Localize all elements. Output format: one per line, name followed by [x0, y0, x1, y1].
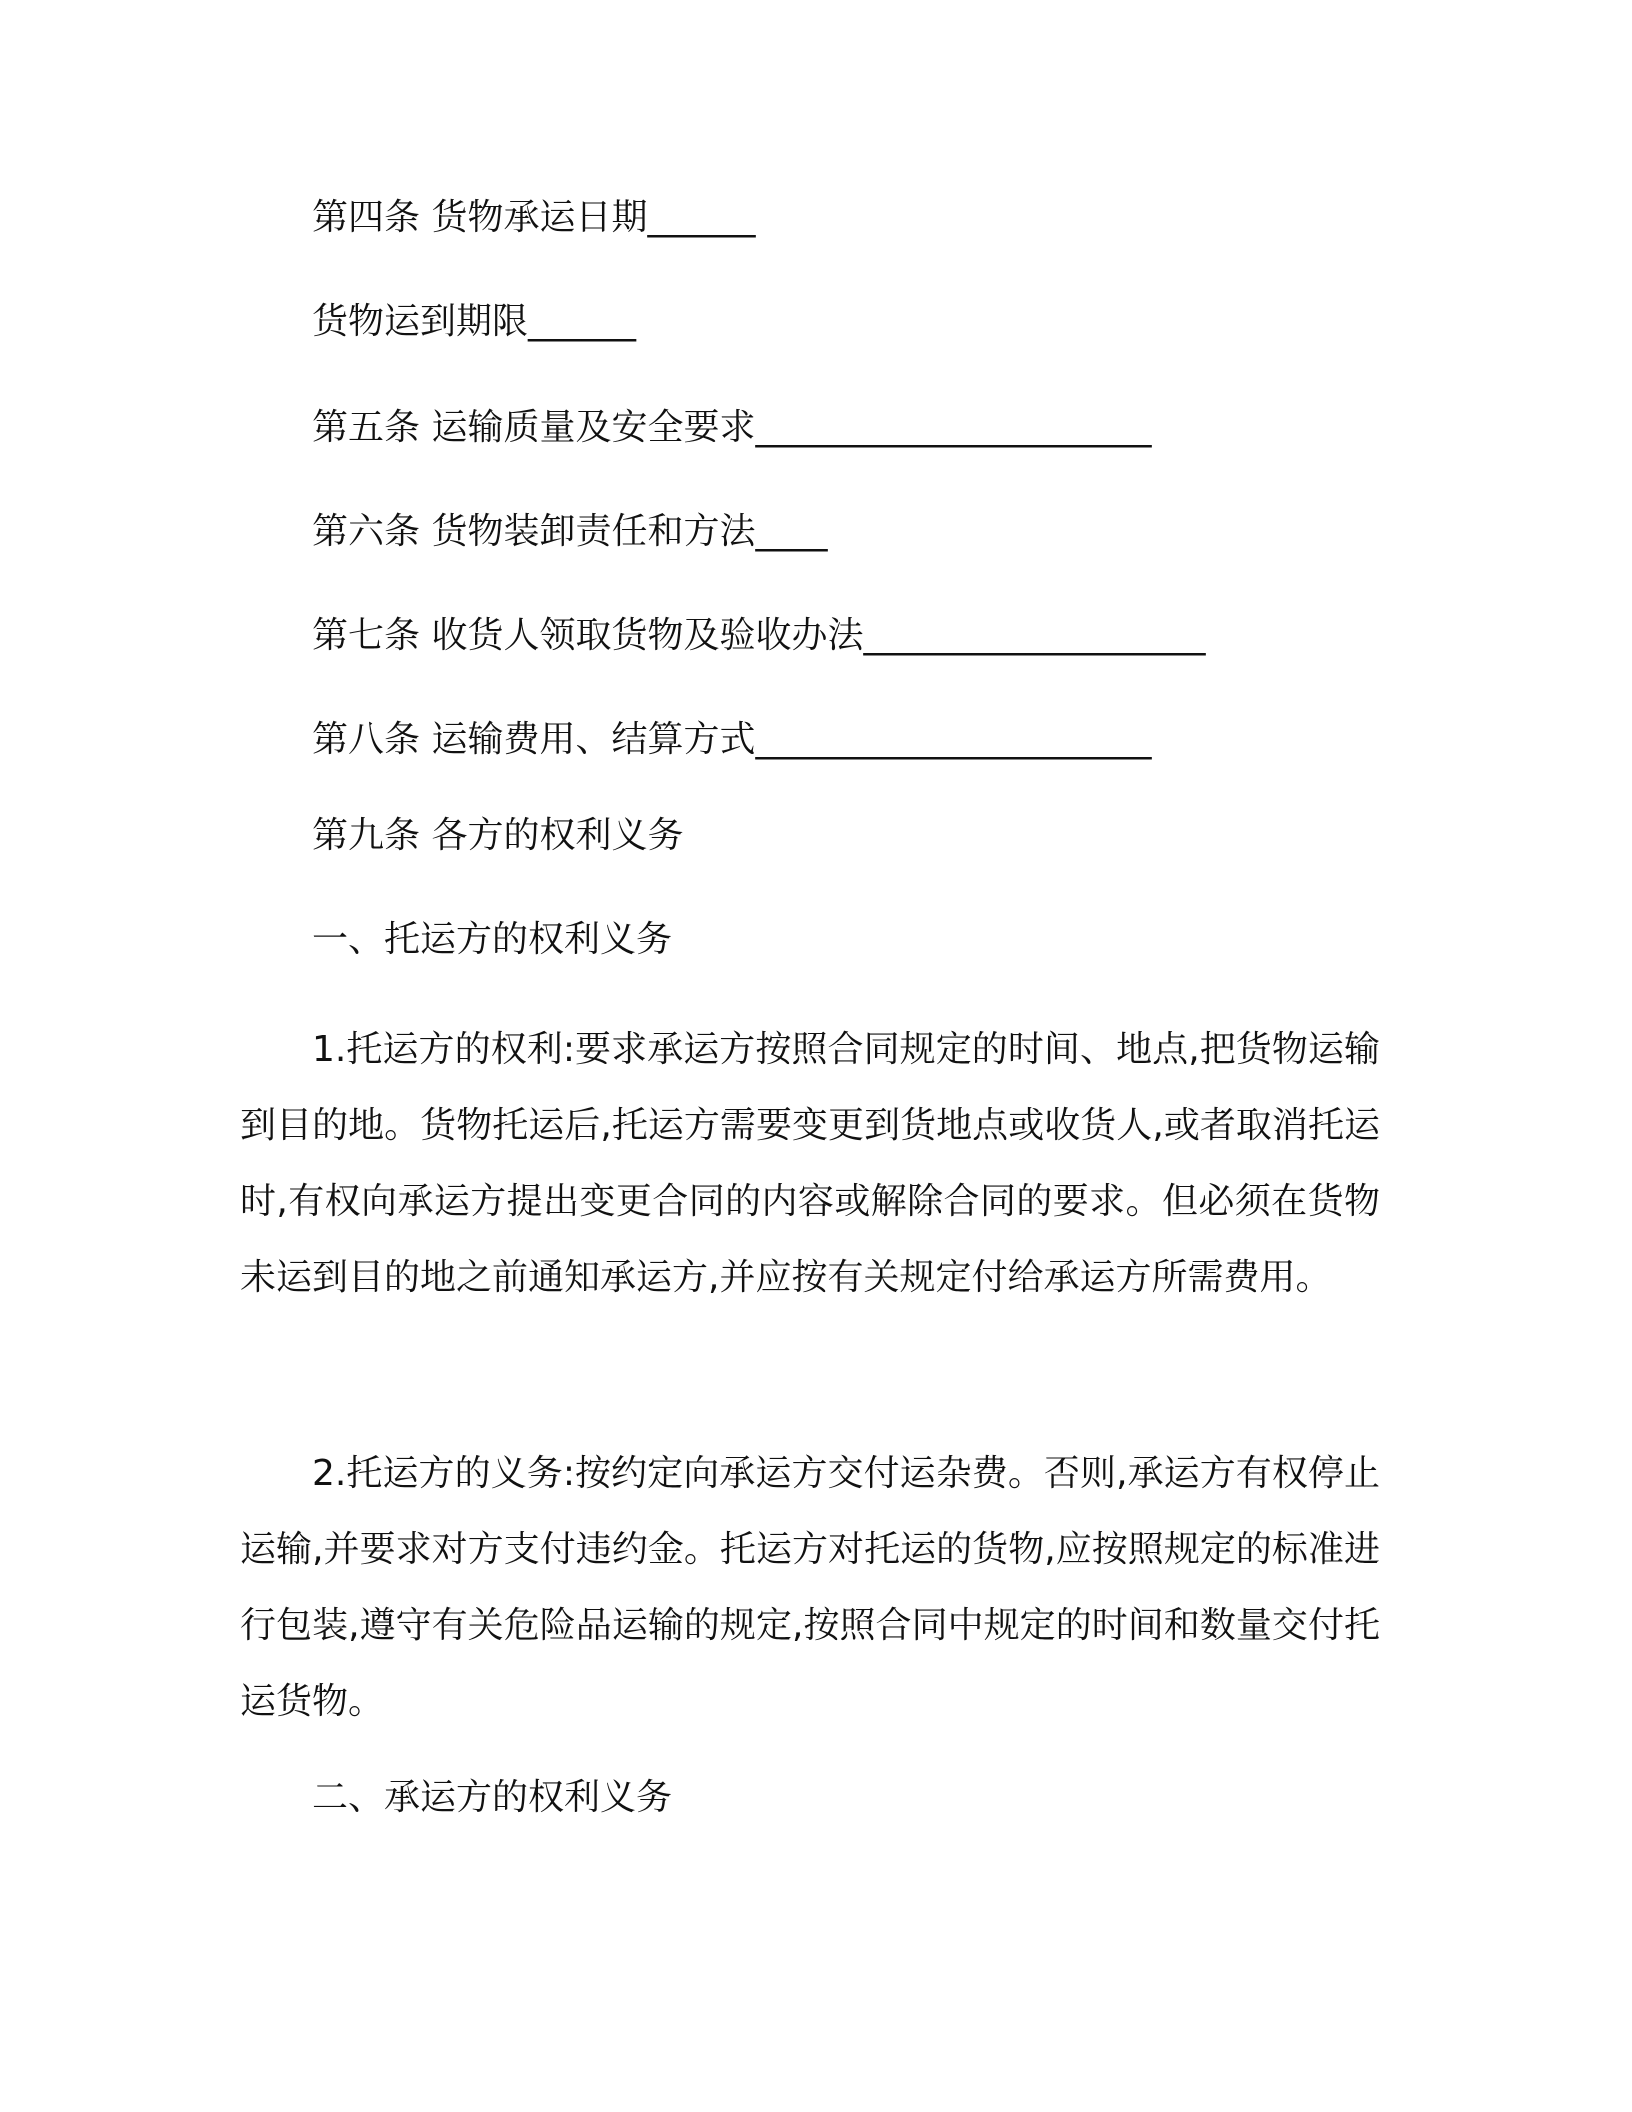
consignor-obligations-paragraph: 2.托运方的义务:按约定向承运方交付运杂费。否则,承运方有权停止运输,并要求对方支付违约金。托运方对托运的货物,应按照规定的标准进行包装,遵守有关危险品运输的规定,按照合同中规定的时间和数量交付托运货物。	[240, 1453, 1380, 1722]
article-5-quality-safety: 第五条 运输质量及安全要求______________________	[312, 407, 1152, 448]
article-6-loading-responsibility: 第六条 货物装卸责任和方法____	[312, 511, 828, 552]
consignor-rights-paragraph: 1.托运方的权利:要求承运方按照合同规定的时间、地点,把货物运输到目的地。货物托运后,托运方需要变更到货地点或收货人,或者取消托运时,有权向承运方提出变更合同的内容或解除合同的要求。但必须在货物未运到目的地之前通知承运方,并应按有关规定付给承运方所需费用。	[240, 1029, 1380, 1298]
article-8-fees-settlement: 第八条 运输费用、结算方式______________________	[312, 719, 1152, 760]
delivery-deadline: 货物运到期限______	[312, 301, 637, 342]
article-7-receipt-inspection: 第七条 收货人领取货物及验收办法___________________	[312, 615, 1206, 656]
article-9-rights-obligations: 第九条 各方的权利义务	[312, 815, 684, 856]
article-4-delivery-date: 第四条 货物承运日期______	[312, 197, 756, 238]
section-2-heading: 二、承运方的权利义务	[312, 1777, 673, 1818]
section-1-heading: 一、托运方的权利义务	[312, 919, 673, 960]
